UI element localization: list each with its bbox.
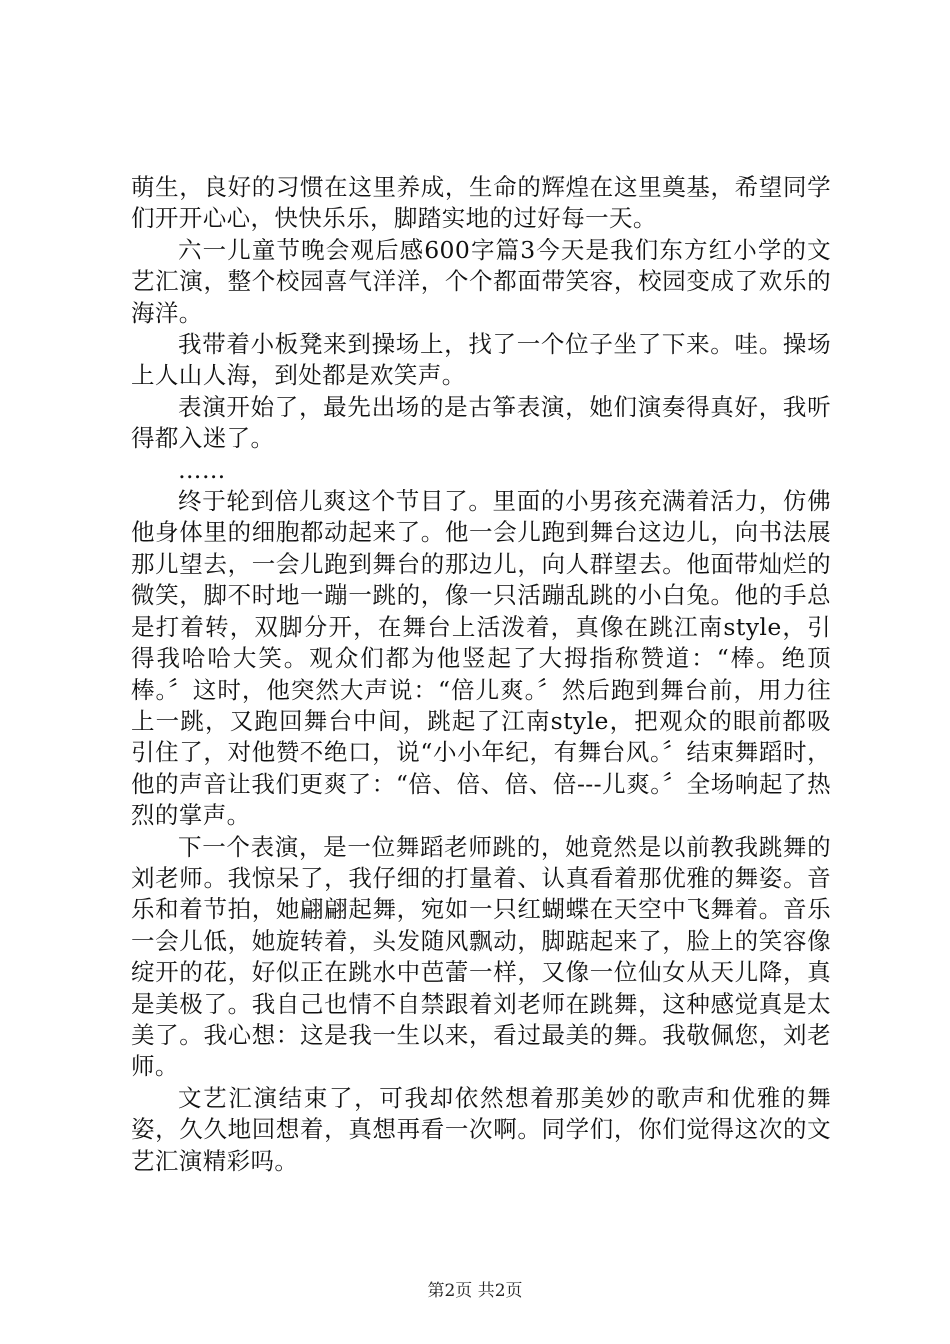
- page-number-footer: 第2页 共2页: [427, 1281, 523, 1301]
- document-body: [131, 172, 831, 1177]
- paragraph: 终于轮到倍儿爽这个节目了。里面的小男孩充满着活力，仿佛他身体里的细胞都动起来了。他一会儿跑到舞台这边儿，向书法展那儿望去，一会儿跑到舞台的那边儿，向人群望去。他面带灿烂的微笑，脚不时地一蹦一跳的，像一只活蹦乱跳的小白兔。他的手总是打着转，双脚分开，在舞台上活泼着，真像在跳江南style，引得我哈哈大笑。观众们都为他竖起了大拇指称赞道：“棒。绝顶棒。〞这时，他突然大声说：“倍儿爽。〞然后跑到舞台前，用力往上一跳，又跑回舞台中间，跳起了江南style，把观众的眼前都吸引住了，对他赞不绝口，说“小小年纪，有舞台风。〞结束舞蹈时，他的声音让我们更爽了：“倍、倍、倍、倍---儿爽。〞全场响起了热烈的掌声。: [131, 487, 831, 830]
- paragraph: 表演开始了，最先出场的是古筝表演，她们演奏得真好，我听得都入迷了。: [131, 392, 831, 453]
- paragraph: 六一儿童节晚会观后感600字篇3今天是我们东方红小学的文艺汇演，整个校园喜气洋洋，个个都面带笑容，校园变成了欢乐的海洋。: [131, 235, 831, 327]
- paragraph: 下一个表演，是一位舞蹈老师跳的，她竟然是以前教我跳舞的刘老师。我惊呆了，我仔细的打量着、认真看着那优雅的舞姿。音乐和着节拍，她翩翩起舞，宛如一只红蝴蝶在天空中飞舞着。音乐一会儿低，她旋转着，头发随风飘动，脚踮起来了，脸上的笑容像绽开的花，好似正在跳水中芭蕾一样，又像一位仙女从天儿降，真是美极了。我自己也情不自禁跟着刘老师在跳舞，这种感觉真是太美了。我心想：这是我一生以来，看过最美的舞。我敬佩您，刘老师。: [131, 832, 831, 1081]
- ellipsis-paragraph: ……: [178, 455, 226, 484]
- paragraph: 文艺汇演结束了，可我却依然想着那美妙的歌声和优雅的舞姿，久久地回想着，真想再看一次啊。同学们，你们觉得这次的文艺汇演精彩吗。: [131, 1083, 831, 1175]
- paragraph: 我带着小板凳来到操场上，找了一个位子坐了下来。哇。操场上人山人海，到处都是欢笑声。: [131, 330, 831, 390]
- paragraph-continuation: 萌生，良好的习惯在这里养成，生命的辉煌在这里奠基，希望同学们开开心心，快快乐乐，脚踏实地的过好每一天。: [131, 173, 831, 233]
